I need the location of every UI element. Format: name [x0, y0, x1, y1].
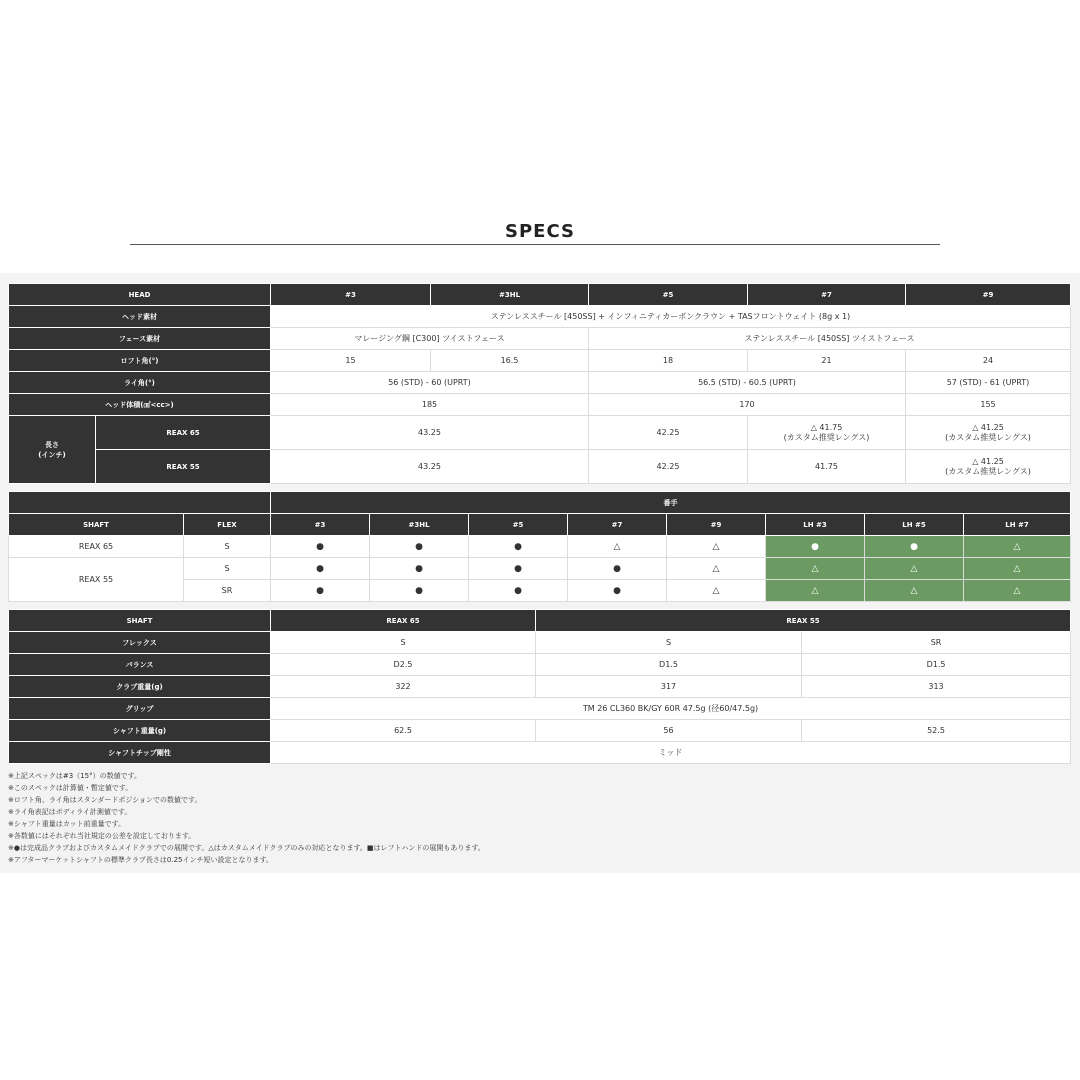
heading-divider [130, 244, 940, 245]
table-header-row [9, 610, 1071, 632]
header-club-3: #3 [271, 514, 370, 536]
row-label-face-material: フェース素材 [9, 328, 271, 350]
table-header-row [9, 492, 1071, 514]
lie-value: 56 (STD) - 60 (UPRT) [271, 372, 589, 394]
loft-value: 24 [906, 350, 1071, 372]
length-value-line2: (カスタム推奨レングス) [945, 432, 1031, 442]
spec-section [0, 273, 1080, 873]
availability-cell-lefty: △ [865, 580, 964, 602]
length-value-line2: (カスタム推奨レングス) [783, 432, 870, 442]
header-reax65: REAX 65 [271, 610, 536, 632]
availability-cell: ● [370, 580, 469, 602]
table-row [9, 328, 1071, 350]
table-row [9, 698, 1071, 720]
length-label-line2: (インチ) [38, 450, 66, 459]
availability-cell: ● [469, 536, 568, 558]
footnote: ※シャフト重量はカット前重量です。 [8, 820, 126, 828]
row-label-reax65: REAX 65 [96, 416, 271, 450]
table-row [9, 632, 1071, 654]
availability-cell: △ [667, 536, 766, 558]
length-value: 41.75 [748, 450, 906, 484]
header-club-9: #9 [906, 284, 1071, 306]
flex-value: S [271, 632, 536, 654]
lie-value: 56.5 (STD) - 60.5 (UPRT) [589, 372, 906, 394]
length-value [906, 450, 1071, 484]
header-shaft: SHAFT [9, 610, 271, 632]
length-value: 42.25 [589, 416, 748, 450]
footnote: ※上記スペックは#3（15°）の数値です。 [8, 772, 142, 780]
header-lh-7: LH #7 [964, 514, 1071, 536]
table-row [9, 558, 1071, 580]
row-label-grip: グリップ [9, 698, 271, 720]
row-label-volume: ヘッド体積(㎤<cc>) [9, 394, 271, 416]
footnotes [8, 770, 1058, 866]
table-row [9, 742, 1071, 764]
footnote: ※ロフト角、ライ角はスタンダードポジションでの数値です。 [8, 796, 202, 804]
balance-value: D2.5 [271, 654, 536, 676]
header-club-9: #9 [667, 514, 766, 536]
table-row [9, 450, 1071, 484]
flex-value: S [184, 536, 271, 558]
row-label-length [9, 416, 96, 484]
header-club-number: 番手 [271, 492, 1071, 514]
availability-cell-lefty: △ [964, 536, 1071, 558]
volume-value: 170 [589, 394, 906, 416]
availability-cell-lefty: ● [766, 536, 865, 558]
header-club-5: #5 [469, 514, 568, 536]
header-club-7: #7 [568, 514, 667, 536]
volume-value: 185 [271, 394, 589, 416]
volume-value: 155 [906, 394, 1071, 416]
row-label-shaft-weight: シャフト重量(g) [9, 720, 271, 742]
head-material-value: ステンレススチール [450SS] + インフィニティカーボンクラウン + TASフロントウェイト (8g x 1) [271, 306, 1071, 328]
length-value [906, 416, 1071, 450]
availability-cell-lefty: △ [766, 580, 865, 602]
header-club-3: #3 [271, 284, 431, 306]
availability-cell-lefty: ● [865, 536, 964, 558]
footnote: ※このスペックは計算値・暫定値です。 [8, 784, 133, 792]
flex-value: S [536, 632, 802, 654]
shaft-weight-value: 62.5 [271, 720, 536, 742]
header-blank [9, 492, 271, 514]
length-value: 43.25 [271, 450, 589, 484]
availability-cell: ● [469, 580, 568, 602]
header-head: HEAD [9, 284, 271, 306]
footnote: ※アフターマーケットシャフトの標準クラブ長さは0.25インチ短い設定となります。 [8, 856, 273, 864]
table-row [9, 654, 1071, 676]
loft-value: 18 [589, 350, 748, 372]
flex-value: S [184, 558, 271, 580]
flex-value: SR [802, 632, 1071, 654]
balance-value: D1.5 [536, 654, 802, 676]
header-lh-3: LH #3 [766, 514, 865, 536]
club-weight-value: 313 [802, 676, 1071, 698]
availability-cell: ● [469, 558, 568, 580]
availability-cell: ● [271, 580, 370, 602]
grip-value: TM 26 CL360 BK/GY 60R 47.5g (径60/47.5g) [271, 698, 1071, 720]
table-row [9, 372, 1071, 394]
header-reax55: REAX 55 [536, 610, 1071, 632]
availability-cell: △ [568, 536, 667, 558]
length-value-line1: △ 41.25 [972, 456, 1004, 466]
availability-cell-lefty: △ [964, 558, 1071, 580]
footnote: ※各数値にはそれぞれ当社規定の公差を設定しております。 [8, 832, 196, 840]
footnote: ※ライ角表記はボディライ計測値です。 [8, 808, 132, 816]
availability-cell: ● [568, 558, 667, 580]
row-label-balance: バランス [9, 654, 271, 676]
club-weight-value: 322 [271, 676, 536, 698]
shaft-spec-table [8, 609, 1071, 764]
row-label-flex: フレックス [9, 632, 271, 654]
row-label-loft: ロフト角(°) [9, 350, 271, 372]
availability-cell-lefty: △ [964, 580, 1071, 602]
length-value: 43.25 [271, 416, 589, 450]
table-row [9, 350, 1071, 372]
row-label-reax55: REAX 55 [96, 450, 271, 484]
availability-cell: △ [667, 580, 766, 602]
length-label-line1: 長さ [45, 440, 59, 449]
header-club-5: #5 [589, 284, 748, 306]
availability-cell-lefty: △ [865, 558, 964, 580]
length-value-line1: △ 41.75 [810, 422, 843, 432]
header-club-7: #7 [748, 284, 906, 306]
shaft-weight-value: 56 [536, 720, 802, 742]
availability-cell: ● [370, 536, 469, 558]
lie-value: 57 (STD) - 61 (UPRT) [906, 372, 1071, 394]
flex-value: SR [184, 580, 271, 602]
page-title: SPECS [495, 221, 585, 242]
table-row [9, 536, 1071, 558]
availability-cell: ● [568, 580, 667, 602]
table-row [9, 676, 1071, 698]
tip-stiffness-value: ミッド [271, 742, 1071, 764]
length-value: 42.25 [589, 450, 748, 484]
loft-value: 15 [271, 350, 431, 372]
loft-value: 21 [748, 350, 906, 372]
table-header-row [9, 514, 1071, 536]
head-spec-table [8, 283, 1071, 484]
header-flex: FLEX [184, 514, 271, 536]
length-value-line2: (カスタム推奨レングス) [945, 466, 1031, 476]
row-label-tip-stiffness: シャフトチップ剛性 [9, 742, 271, 764]
specs-heading [0, 215, 1080, 255]
availability-table [8, 491, 1071, 602]
shaft-name: REAX 55 [9, 558, 184, 602]
shaft-weight-value: 52.5 [802, 720, 1071, 742]
availability-cell: △ [667, 558, 766, 580]
header-club-3hl: #3HL [431, 284, 589, 306]
loft-value: 16.5 [431, 350, 589, 372]
availability-cell: ● [370, 558, 469, 580]
table-row [9, 720, 1071, 742]
face-material-value: マレージング鋼 [C300] ツイストフェース [271, 328, 589, 350]
row-label-head-material: ヘッド素材 [9, 306, 271, 328]
row-label-lie: ライ角(°) [9, 372, 271, 394]
availability-cell-lefty: △ [766, 558, 865, 580]
availability-cell: ● [271, 536, 370, 558]
table-header-row [9, 284, 1071, 306]
club-weight-value: 317 [536, 676, 802, 698]
header-lh-5: LH #5 [865, 514, 964, 536]
table-row [9, 394, 1071, 416]
footnote: ※●は完成品クラブおよびカスタムメイドクラブでの展開です。△はカスタムメイドクラブのみの対応となります。■はレフトハンドの展開もあります。 [8, 844, 485, 852]
table-row [9, 416, 1071, 450]
header-shaft: SHAFT [9, 514, 184, 536]
balance-value: D1.5 [802, 654, 1071, 676]
row-label-club-weight: クラブ重量(g) [9, 676, 271, 698]
length-value-line1: △ 41.25 [972, 422, 1004, 432]
header-club-3hl: #3HL [370, 514, 469, 536]
availability-cell: ● [271, 558, 370, 580]
length-value [748, 416, 906, 450]
table-row [9, 306, 1071, 328]
face-material-value: ステンレススチール [450SS] ツイストフェース [589, 328, 1071, 350]
shaft-name: REAX 65 [9, 536, 184, 558]
